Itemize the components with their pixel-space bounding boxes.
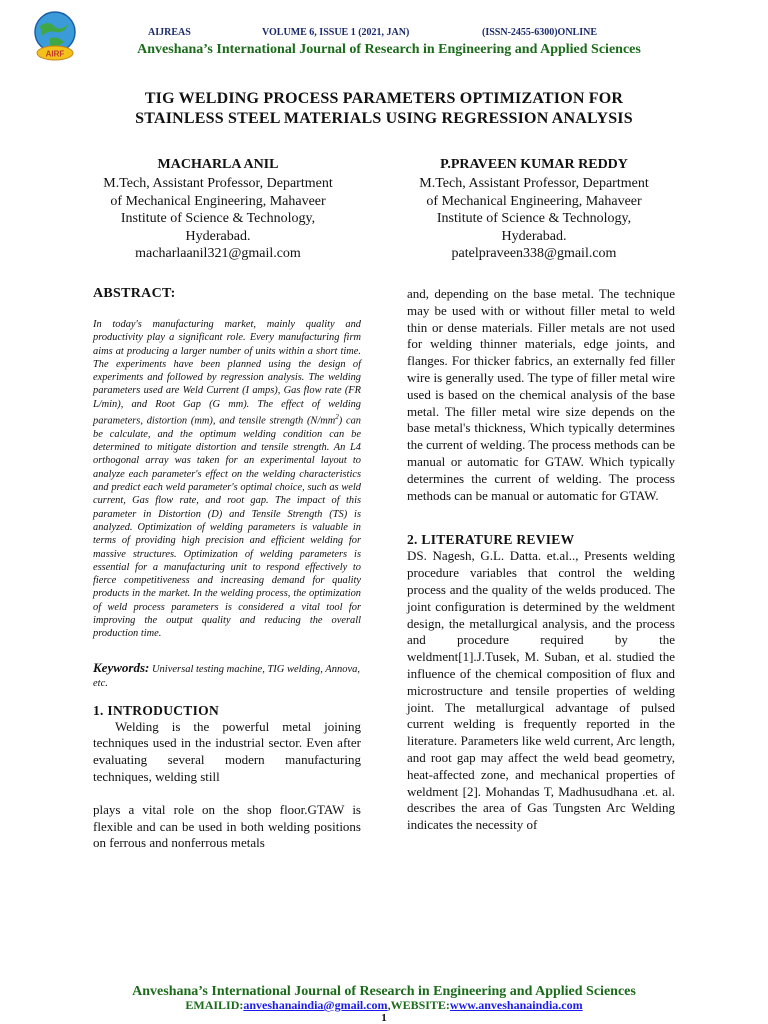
paper-title [60,89,708,129]
author-block-1 [68,156,368,262]
page-number: 1 [381,1012,387,1024]
abstract-superscript: 2 [335,413,339,422]
author-city: Hyderabad. [501,228,567,244]
author-email: macharlaanil321@gmail.com [135,246,301,262]
left-column [93,286,361,852]
author-city: Hyderabad. [185,228,251,244]
title-line-2: STAINLESS STEEL MATERIALS USING REGRESSION ANALYSIS [135,110,633,127]
keywords [93,661,361,691]
right-paragraph-1: and, depending on the base metal. The technique may be used with or without filler metal to weld thin or dense materials. Filler metals are not used for welding thinner materials, edge joints, and flanges. For thicker fabrics, an externally fed filler wire is generally used. The type of filler metal wire used is based on the chemical analysis of the base metal. The filler metal wire size depends on the base metal's thickness, Which typically determines the current of welding. The process methods can be manual or automatic for GTAW. Which typically determines the current of welding. The process methods can be manual or automatic for GTAW. [407,286,675,503]
author-name: P.PRAVEEN KUMAR REDDY [440,157,628,172]
keywords-label: Keywords: [93,659,150,675]
footer-contact [60,998,708,1013]
footer-journal-name: Anveshana’s International Journal of Research in Engineering and Applied Sciences [132,984,636,999]
abstract-text-a: In today's manufacturing market, mainly quality and productivity play a significant role. Every manufacturing firm aims at producing a larger number of units within a short time. The experiments have been planned using the design of experiments and followed by regression analysis. The welding parameters used are Weld Current (I amps), Gas flow rate (FR L/min), and Root Gap (G mm). The effect of welding parameters, distortion (mm), and tensile strength (N/mm [93,319,361,427]
author-institute: Institute of Science & Technology, [120,211,316,227]
author-dept: of Mechanical Engineering, Mahaveer [110,193,326,209]
journal-abbr: AIJREAS [148,27,191,38]
author-role: M.Tech, Assistant Professor, Department [419,176,649,192]
introduction-paragraph-2: plays a vital role on the shop floor.GTAW is flexible and can be used in both welding positions on ferrous and nonferrous metals [93,801,361,851]
introduction-heading: 1. INTRODUCTION [93,702,220,718]
issn: (ISSN-2455-6300)ONLINE [482,27,598,38]
footer-website-link[interactable]: www.anveshanaindia.com [449,998,583,1012]
author-block-2 [384,156,684,262]
author-dept: of Mechanical Engineering, Mahaveer [426,193,642,209]
footer-separator: , [387,998,391,1012]
volume-issue: VOLUME 6, ISSUE 1 (2021, JAN) [262,27,410,38]
author-name: MACHARLA ANIL [157,157,279,172]
introduction-paragraph-1: Welding is the powerful metal joining techniques used in the industrial sector. Even after evaluating several modern manufacturing techniques, welding still [93,718,361,784]
author-email: patelpraveen338@gmail.com [451,246,617,262]
footer-website-label: WEBSITE: [390,998,450,1012]
literature-review-heading: 2. LITERATURE REVIEW [407,532,575,548]
author-role: M.Tech, Assistant Professor, Department [103,176,333,192]
keywords-text: Universal testing machine, TIG welding, Annova, etc. [93,663,360,689]
header-journal-name: Anveshana’s International Journal of Research in Engineering and Applied Sciences [137,42,641,57]
right-column [407,286,675,834]
logo-text: AIRF [45,49,65,59]
abstract-text [93,318,361,641]
footer-email-link[interactable]: anveshanaindia@gmail.com [243,998,388,1012]
journal-logo [28,8,82,62]
abstract-heading: ABSTRACT: [93,286,176,301]
literature-review-paragraph: DS. Nagesh, G.L. Datta. et.al.., Presents welding procedure variables that control the welding process and the quality of the welds produced. The joint configuration is determined by the weldment design, the metallurgical analysis, and the process and procedure required by the weldment[1].J.Tusek, M. Suban, et al. studied the influence of the chemical composition of flux and microstructure and tensile properties of welding joint. The metallurgical advantage of pulsed current welding is frequently reported in the literature. Parameters like weld current, Arc length, and root gap may affect the weld bead geometry, heat-affected zone, and mechanical properties of weldment [2]. Mohandas T, Madhusudhana .et. al. describes the area of Gas Tungsten Arc Welding indicates the necessity of [407,548,675,833]
author-institute: Institute of Science & Technology, [436,211,632,227]
title-line-1: TIG WELDING PROCESS PARAMETERS OPTIMIZATION FOR [144,90,624,107]
footer-email-label: EMAILID: [185,998,244,1012]
abstract-text-b: ) can be calculate, and the optimum welding condition can be determined to mitigate distortion and tensile strength. An L4 orthogonal array was taken for an experimental layout to analyze each parameter's effect on the welding characteristics and predict each weld parameter's optimal choice, such as weld current, Gas flow rate, and root gap. The impact of this parameter in Distortion (D) and Tensile Strength (TS) is analyzed. Optimization of welding parameters is valuable in terms of providing high precision and efficient welding for massive structures. Optimization of welding parameters is essential for a manufacturing unit to respond effectively to fierce competitiveness and increasing demand for quality products in the market. In the welding process, the optimization of weld process parameters is considered a vital tool for improving the output quality and reducing the overall production time. [93,415,361,640]
